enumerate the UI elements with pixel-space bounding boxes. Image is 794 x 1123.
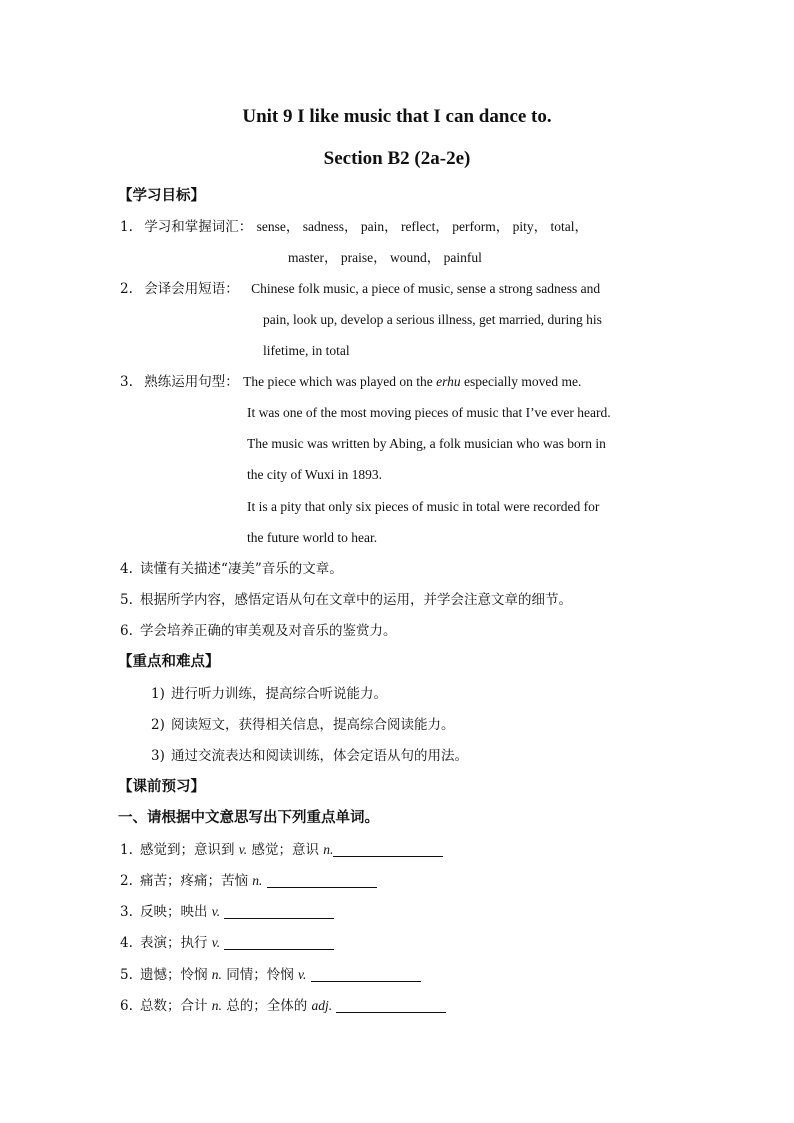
exercise-instruction: 一、请根据中文意思写出下列重点单词。 <box>118 809 379 826</box>
page-subtitle: Section B2 (2a-2e) <box>323 148 471 169</box>
sentence-pattern: It is a pity that only six pieces of music in total were recorded for <box>247 499 600 514</box>
sentence-pattern: It was one of the most moving pieces of music that I’ve ever heard. <box>247 405 611 420</box>
key-point-3: 3) 通过交流表达和阅读训练，体会定语从句的用法。 <box>151 748 468 764</box>
vocab-list: sense， sadness， pain， reflect， perform， pity， total， <box>256 219 589 234</box>
phrase-list: Chinese folk music, a piece of music, sense a strong sadness and <box>251 281 601 296</box>
section-heading-objectives: 【学习目标】 <box>118 187 205 204</box>
objective-6: 6. 学会培养正确的审美观及对音乐的鉴赏力。 <box>120 623 397 639</box>
vocab-list-continued: master， praise， wound， painful <box>288 250 482 265</box>
page-title: Unit 9 I like music that I can dance to. <box>242 106 552 127</box>
sentence-pattern: The music was written by Abing, a folk musician who was born in <box>247 436 606 451</box>
phrase-list-continued: lifetime, in total <box>263 343 350 358</box>
exercise-item-1: 1. 感觉到；意识到 v. 感觉；意识 n. <box>120 840 443 860</box>
answer-blank[interactable] <box>267 873 377 888</box>
objective-number: 2. <box>120 281 133 297</box>
phrase-list-continued: pain, look up, develop a serious illness, get married, during his <box>263 312 602 327</box>
key-point-1: 1) 进行听力训练，提高综合听说能力。 <box>151 686 387 702</box>
objective-5: 5. 根据所学内容，感悟定语从句在文章中的运用，并学会注意文章的细节。 <box>120 592 572 608</box>
section-heading-preview: 【课前预习】 <box>118 778 205 795</box>
answer-blank[interactable] <box>224 935 334 950</box>
answer-blank[interactable] <box>333 842 443 857</box>
key-point-2: 2) 阅读短文，获得相关信息，提高综合阅读能力。 <box>151 717 455 733</box>
sentence-pattern-continued: the future world to hear. <box>247 530 378 545</box>
objective-label: 熟练运用句型： <box>144 374 239 390</box>
exercise-item-4: 4. 表演；执行 v. <box>120 933 334 953</box>
objective-1 <box>120 217 588 237</box>
answer-blank[interactable] <box>311 967 421 982</box>
section-heading-key-points: 【重点和难点】 <box>118 653 220 670</box>
exercise-item-2: 2. 痛苦；疼痛；苦恼 n. <box>120 871 377 891</box>
objective-4: 4. 读懂有关描述“凄美”音乐的文章。 <box>120 561 343 577</box>
answer-blank[interactable] <box>336 998 446 1013</box>
sentence-pattern-continued: the city of Wuxi in 1893. <box>247 467 382 482</box>
objective-label: 会译会用短语： <box>144 281 239 297</box>
answer-blank[interactable] <box>224 904 334 919</box>
objective-number: 3. <box>120 374 133 390</box>
objective-number: 1. <box>120 219 133 235</box>
exercise-item-6: 6. 总数；合计 n. 总的；全体的 adj. <box>120 996 446 1016</box>
exercise-item-3: 3. 反映；映出 v. <box>120 902 334 922</box>
exercise-item-5: 5. 遗憾；怜悯 n. 同情；怜悯 v. <box>120 965 421 985</box>
sentence-pattern: The piece which was played on the erhu especially moved me. <box>243 374 582 389</box>
objective-label: 学习和掌握词汇： <box>144 219 253 235</box>
objective-3 <box>120 372 581 392</box>
objective-2 <box>120 279 600 299</box>
